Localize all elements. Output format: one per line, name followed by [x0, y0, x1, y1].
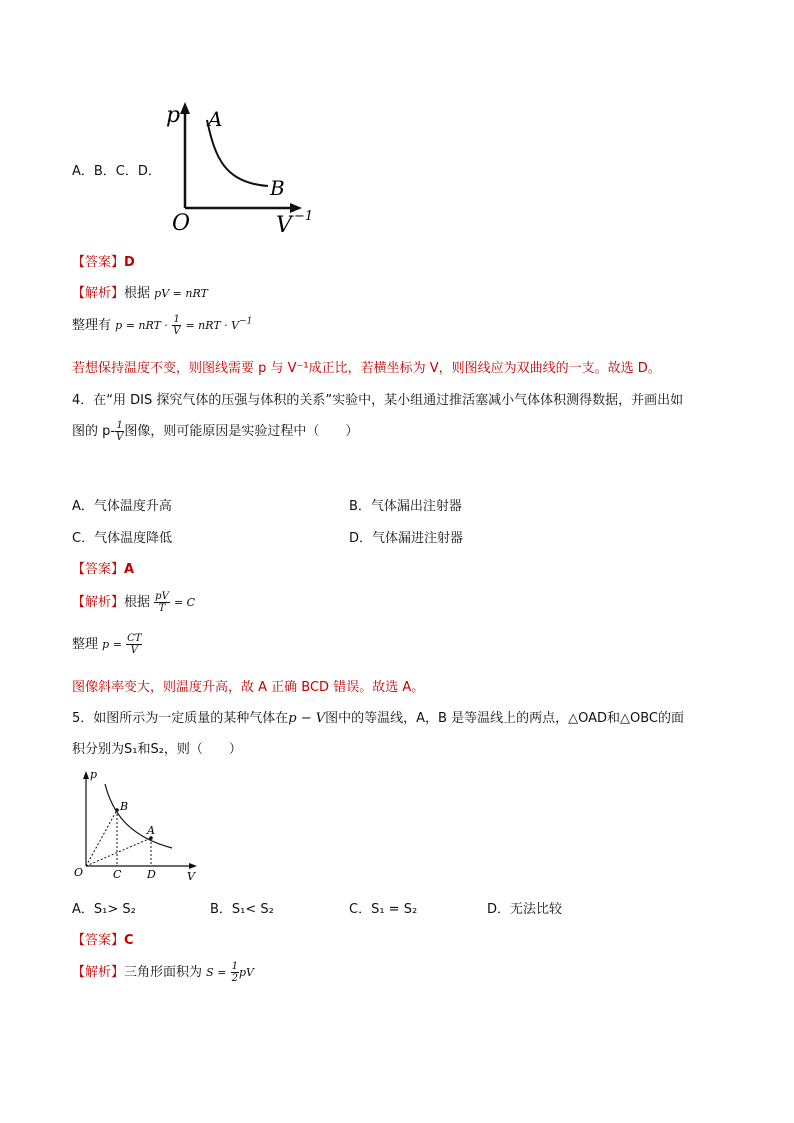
q5-oa: [86, 838, 151, 866]
q3-conclusion: 若想保持温度不变，则图线需要 p 与 V⁻¹成正比，若横坐标为 V，则图线应为双曲线的一支。故选 D。: [72, 361, 661, 376]
q5-b-label: B: [120, 800, 129, 813]
q4-stem-line1: 4．在“用 DIS 探究气体的压强与体积的关系”实验中，某小组通过推活塞减小气体体积测得数据，并画出如: [72, 393, 684, 408]
q4-stem-line2: [72, 420, 358, 443]
analysis-lhs: S =: [206, 966, 227, 979]
q3-y-arrow: [180, 102, 190, 114]
answer-tag: 【答案】: [72, 562, 125, 577]
q4-conclusion: 图像斜率变大，则温度升高，故 A 正确 BCD 错误。故选 A。: [72, 680, 425, 695]
q5-graph: [72, 766, 202, 884]
analysis-tag: 【解析】: [72, 965, 125, 980]
q5-origin-label: O: [74, 866, 84, 879]
analysis-rhs: = C: [173, 596, 196, 609]
q5-stem-line1: [72, 707, 684, 726]
analysis-tag: 【解析】: [72, 595, 125, 610]
q3-options-line: A．B．C．D．: [72, 164, 161, 179]
analysis-text: 三角形面积为: [124, 965, 203, 980]
analysis-rhs: pV: [238, 966, 254, 979]
q3-analysis: [72, 282, 208, 301]
q3-point-b-label: B: [270, 176, 285, 200]
analysis-fraction: $\frac{1}{2}$: [231, 961, 238, 984]
q5-a-label: A: [147, 824, 155, 837]
q5-answer: [72, 929, 134, 948]
q5-x-label: V: [187, 870, 195, 883]
q5-option-b: B．S₁< S₂: [210, 902, 274, 917]
q5-x-arrow: [189, 863, 197, 869]
answer-tag: 【答案】: [72, 933, 125, 948]
q3-answer: [72, 251, 135, 270]
q4-option-d: D．气体漏进注射器: [349, 531, 464, 546]
analysis-tag: 【解析】: [72, 286, 125, 301]
derive-lhs: p =: [102, 638, 122, 651]
analysis-fraction: $\frac{pV}{T}$: [155, 591, 169, 614]
q5-ob: [86, 810, 117, 866]
answer-value: D: [124, 255, 135, 270]
q5-isotherm: [105, 784, 172, 848]
q5-analysis: [72, 961, 254, 984]
q4-option-c: C．气体温度降低: [72, 531, 173, 546]
answer-tag: 【答案】: [72, 255, 125, 270]
derive-formula-exp: −1: [239, 316, 253, 327]
q5-stem-line2: 积分别为S₁和S₂，则（ ）: [72, 742, 242, 757]
stem-suffix: 图像，则可能原因是实验过程中（ ）: [124, 424, 359, 439]
derive-fraction: $\frac{1}{V}$: [173, 314, 181, 337]
q3-point-a-label: A: [208, 107, 223, 131]
answer-value: A: [124, 562, 135, 577]
q4-option-b: B．气体漏出注射器: [349, 499, 462, 514]
analysis-text: 根据: [124, 286, 151, 301]
answer-value: C: [124, 933, 134, 948]
analysis-text: 根据: [124, 595, 151, 610]
stem-math: p − V: [288, 711, 326, 726]
q5-c-label: C: [113, 868, 122, 881]
q4-analysis: [72, 591, 195, 614]
q5-option-a: A．S₁> S₂: [72, 902, 136, 917]
q4-option-a: A．气体温度升高: [72, 499, 172, 514]
q5-option-d: D．无法比较: [487, 902, 563, 917]
q5-point-b: [115, 808, 119, 812]
q3-derivation: [72, 314, 252, 337]
q5-d-label: D: [147, 868, 156, 881]
q5-y-arrow: [83, 771, 89, 779]
q4-answer: [72, 558, 134, 577]
derive-formula-right: = nRT · V: [185, 319, 240, 332]
q3-graph: [160, 98, 320, 238]
derive-text: 整理有: [72, 318, 112, 333]
q3-origin-label: O: [172, 211, 191, 236]
q3-x-exp: −1: [294, 209, 314, 224]
q4-derivation: [72, 633, 142, 656]
derive-text: 整理: [72, 637, 99, 652]
q3-x-label: V: [276, 213, 292, 238]
stem-prefix: 图的 p-: [72, 424, 116, 439]
q3-y-label: p: [166, 103, 181, 128]
q5-option-c: C．S₁ = S₂: [349, 902, 418, 917]
derive-formula-left: p = nRT ·: [115, 319, 168, 332]
stem-pre: 5．如图所示为一定质量的某种气体在: [72, 711, 289, 726]
stem-post: 图中的等温线，A，B 是等温线上的两点，△OAD和△OBC的面: [325, 711, 685, 726]
stem-fraction: $\frac{1}{V}$: [116, 420, 124, 443]
q5-y-label: p: [90, 768, 98, 781]
analysis-formula: pV = nRT: [154, 287, 208, 300]
derive-fraction: $\frac{CT}{V}$: [127, 633, 142, 656]
